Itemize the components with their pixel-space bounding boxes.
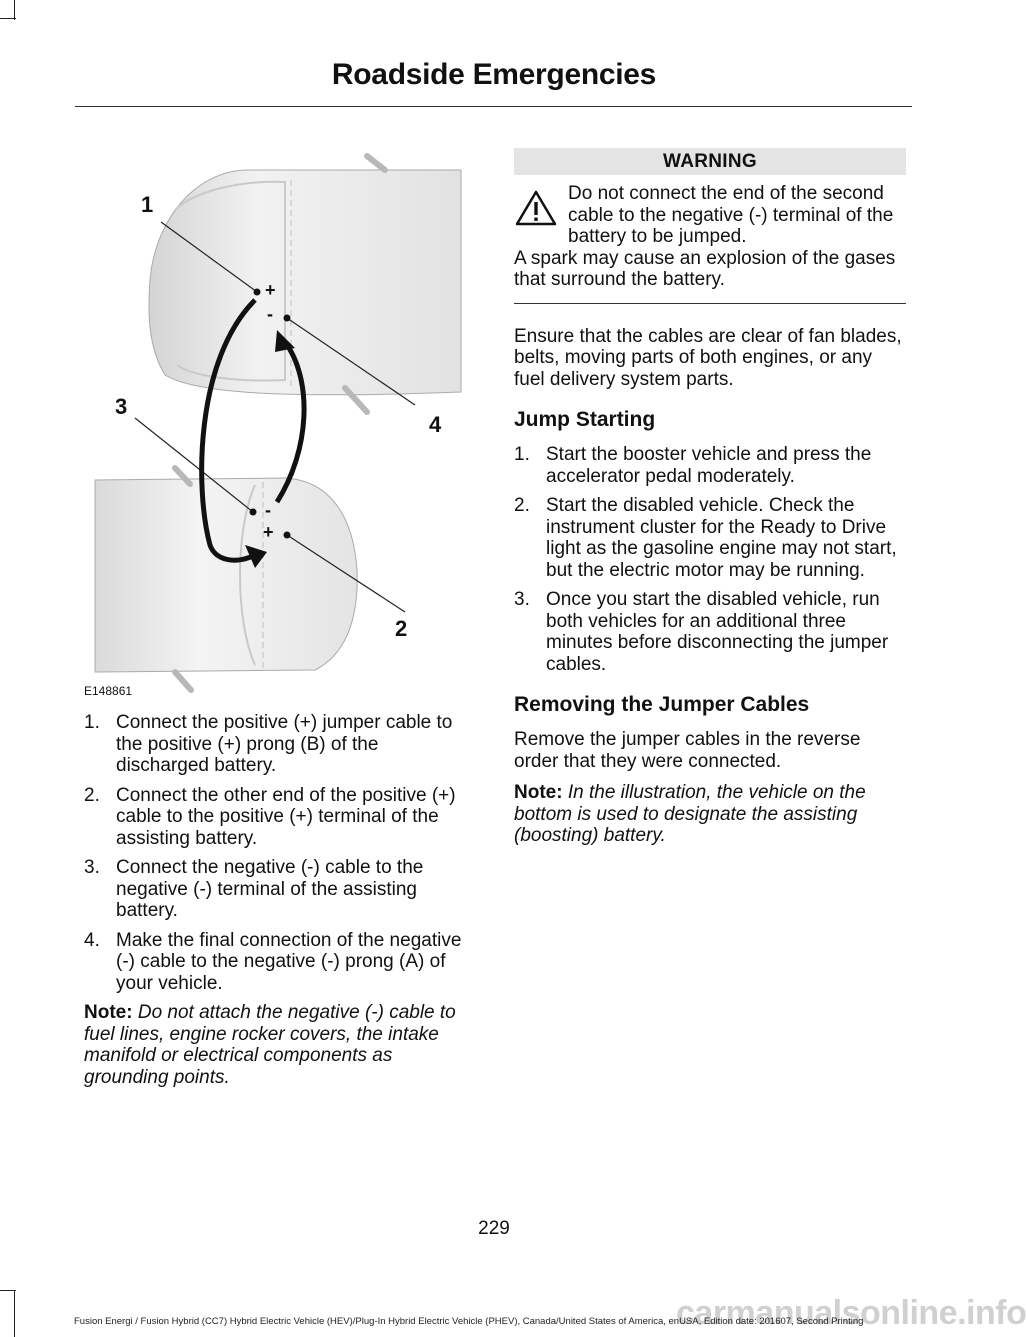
crop-mark-bottom-left (14, 1290, 15, 1337)
header-divider (75, 106, 912, 107)
step-number: 1. (514, 444, 530, 465)
step-number: 2. (84, 784, 100, 806)
watermark: carmanualsonline.info (676, 1294, 1026, 1332)
warning-rest-text: A spark may cause an explosion of the gases that surround the battery. (514, 247, 896, 290)
note-text: In the illustration, the vehicle on the bottom is used to designate the assisting (boosting) battery. (514, 782, 866, 846)
assisting-battery-note (514, 782, 906, 847)
terminal-bottom-negative: - (265, 500, 271, 520)
note-label: Note: (514, 782, 563, 803)
terminal-top-positive: + (265, 280, 276, 300)
warning-divider (514, 303, 906, 304)
step-text: Start the disabled vehicle. Check the instrument cluster for the Ready to Drive light as the gasoline engine may not start, but the electric motor may be running. (546, 495, 897, 581)
jump-start-illustration (95, 150, 461, 698)
list-item (84, 930, 476, 995)
list-item (514, 589, 906, 675)
list-item (84, 785, 476, 850)
step-number: 2. (514, 495, 530, 516)
step-number: 3. (84, 857, 100, 878)
crop-mark-bottom-left-h (0, 1290, 16, 1291)
callout-3: 3 (115, 394, 128, 419)
disabled-vehicle-shape (149, 156, 461, 412)
assisting-vehicle-shape (95, 468, 357, 690)
step-text: Make the final connection of the negative (-) cable to the negative (-) prong (A) of your vehicle. (116, 929, 462, 994)
list-item (514, 444, 906, 487)
warning-title: WARNING (514, 148, 906, 175)
step-text: Connect the negative (-) cable to the negative (-) terminal of the assisting battery. (116, 857, 424, 921)
left-column (84, 712, 476, 1088)
figure-code: E148861 (84, 684, 133, 698)
list-item (514, 495, 906, 581)
heading-jump-starting: Jump Starting (514, 408, 656, 431)
crop-mark-top-left (14, 0, 15, 20)
warning-box (514, 148, 906, 304)
footer-edition: Fusion Energi / Fusion Hybrid (CC7) Hybrid Electric Vehicle (HEV)/Plug-In Hybrid Electric Vehicle (PHEV), Canada/United States of America, enUSA, Edition date: 201607, Second Printing (74, 1316, 864, 1327)
grounding-note (84, 1002, 476, 1088)
callout-4: 4 (429, 412, 442, 437)
terminal-bottom-positive: + (263, 522, 274, 542)
list-item (84, 857, 476, 922)
step-number: 3. (514, 589, 530, 610)
removal-text: Remove the jumper cables in the reverse order that they were connected. (514, 729, 861, 772)
step-number: 1. (84, 712, 100, 733)
cable-clearance-text: Ensure that the cables are clear of fan blades, belts, moving parts of both engines, or any fuel delivery system parts. (514, 325, 902, 390)
callout-1: 1 (141, 192, 154, 217)
page-title: Roadside Emergencies (331, 58, 657, 91)
terminal-top-negative: - (267, 304, 273, 324)
step-text: Connect the positive (+) jumper cable to the positive (+) prong (B) of the discharged battery. (116, 712, 453, 776)
step-text: Connect the other end of the positive (+) cable to the positive (+) terminal of the assisting battery. (116, 784, 456, 849)
note-label: Note: (84, 1002, 133, 1023)
step-text: Once you start the disabled vehicle, run both vehicles for an additional three minutes before disconnecting the jumper cables. (546, 589, 889, 675)
step-number: 4. (84, 929, 100, 951)
page-number: 229 (478, 1218, 510, 1239)
crop-mark-top-left-h (0, 18, 16, 19)
warning-triangle-icon (514, 189, 558, 227)
note-text: Do not attach the negative (-) cable to fuel lines, engine rocker covers, the intake manifold or electrical components as grounding points. (84, 1002, 456, 1088)
warning-body (514, 175, 906, 291)
list-item (84, 712, 476, 777)
heading-removing-cables: Removing the Jumper Cables (514, 693, 810, 716)
step-text: Start the booster vehicle and press the accelerator pedal moderately. (546, 444, 872, 487)
warning-lead-text: Do not connect the end of the second cable to the negative (-) terminal of the battery to be jumped. (568, 183, 894, 247)
callout-2: 2 (395, 616, 408, 641)
right-column (514, 148, 906, 847)
